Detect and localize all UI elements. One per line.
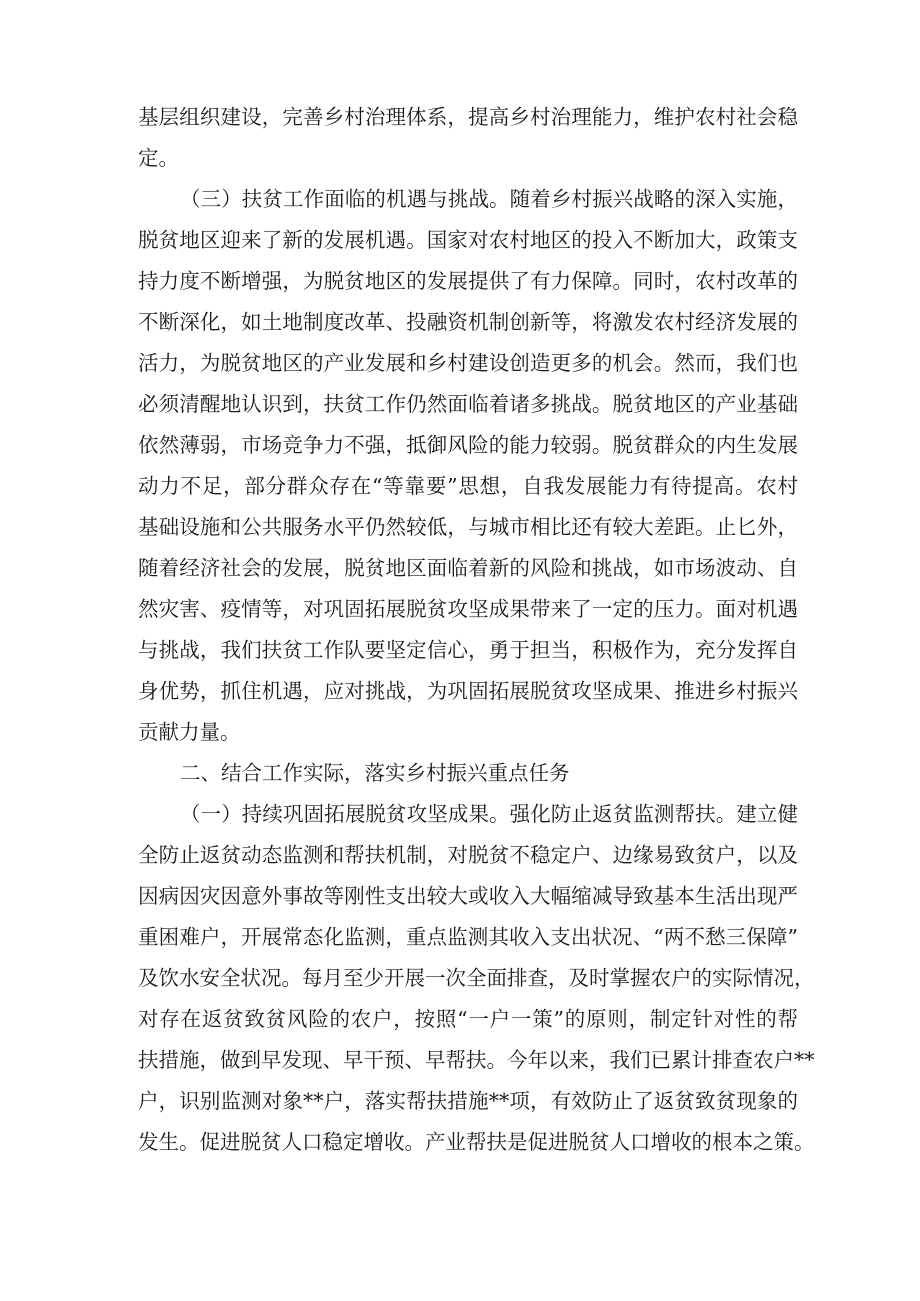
paragraph-line: 贡献力量。 xyxy=(138,720,241,744)
paragraph-line: 随着经济社会的发展，脱贫地区面临着新的风险和挑战，如市场波动、自 xyxy=(138,556,798,580)
paragraph-line: 发生。促进脱贫人口稳定增收。产业帮扶是促进脱贫人口增收的根本之策。 xyxy=(138,1130,815,1154)
paragraph-line: （一）持续巩固拓展脱贫攻坚成果。强化防止返贫监测帮扶。建立健 xyxy=(180,802,798,826)
paragraph-line: 因病因灾因意外事故等刚性支出较大或收入大幅缩减导致基本生活出现严 xyxy=(138,884,798,908)
paragraph-line: 动力不足，部分群众存在“等靠要”思想，自我发展能力有待提高。农村 xyxy=(138,474,798,498)
paragraph-line: 基层组织建设，完善乡村治理体系，提高乡村治理能力，维护农村社会稳 xyxy=(138,105,798,129)
paragraph-line: 扶措施，做到早发现、早干预、早帮扶。今年以来，我们已累计排查农户** xyxy=(138,1048,815,1072)
paragraph-line: 对存在返贫致贫风险的农户，按照“一户一策”的原则，制定针对性的帮 xyxy=(138,1007,798,1031)
paragraph-line: （三）扶贫工作面临的机遇与挑战。随着乡村振兴战略的深入实施， xyxy=(180,187,798,211)
paragraph-line: 重困难户，开展常态化监测，重点监测其收入支出状况、“两不愁三保障” xyxy=(138,925,798,949)
paragraph-line: 必须清醒地认识到，扶贫工作仍然面临着诸多挑战。脱贫地区的产业基础 xyxy=(138,392,798,416)
section-heading: 二、结合工作实际，落实乡村振兴重点任务 xyxy=(180,761,570,785)
paragraph-line: 持力度不断增强，为脱贫地区的发展提供了有力保障。同时，农村改革的 xyxy=(138,269,798,293)
paragraph-line: 身优势，抓住机遇，应对挑战，为巩固拓展脱贫攻坚成果、推进乡村振兴 xyxy=(138,679,798,703)
paragraph-line: 全防止返贫动态监测和帮扶机制，对脱贫不稳定户、边缘易致贫户，以及 xyxy=(138,843,798,867)
paragraph-line: 脱贫地区迎来了新的发展机遇。国家对农村地区的投入不断加大，政策支 xyxy=(138,228,798,252)
paragraph-line: 不断深化，如土地制度改革、投融资机制创新等，将激发农村经济发展的 xyxy=(138,310,798,334)
paragraph-line: 依然薄弱，市场竞争力不强，抵御风险的能力较弱。脱贫群众的内生发展 xyxy=(138,433,798,457)
paragraph-line: 活力，为脱贫地区的产业发展和乡村建设创造更多的机会。然而，我们也 xyxy=(138,351,798,375)
paragraph-line: 与挑战，我们扶贫工作队要坚定信心，勇于担当，积极作为，充分发挥自 xyxy=(138,638,798,662)
paragraph-line: 及饮水安全状况。每月至少开展一次全面排查，及时掌握农户的实际情况， xyxy=(138,966,815,990)
paragraph-line: 基础设施和公共服务水平仍然较低，与城市相比还有较大差距。止匕外， xyxy=(138,515,798,539)
paragraph-line: 然灾害、疫情等，对巩固拓展脱贫攻坚成果带来了一定的压力。面对机遇 xyxy=(138,597,798,621)
paragraph-line: 户，识别监测对象**户，落实帮扶措施**项，有效防止了返贫致贫现象的 xyxy=(138,1089,798,1113)
paragraph-line: 定。 xyxy=(138,146,179,170)
